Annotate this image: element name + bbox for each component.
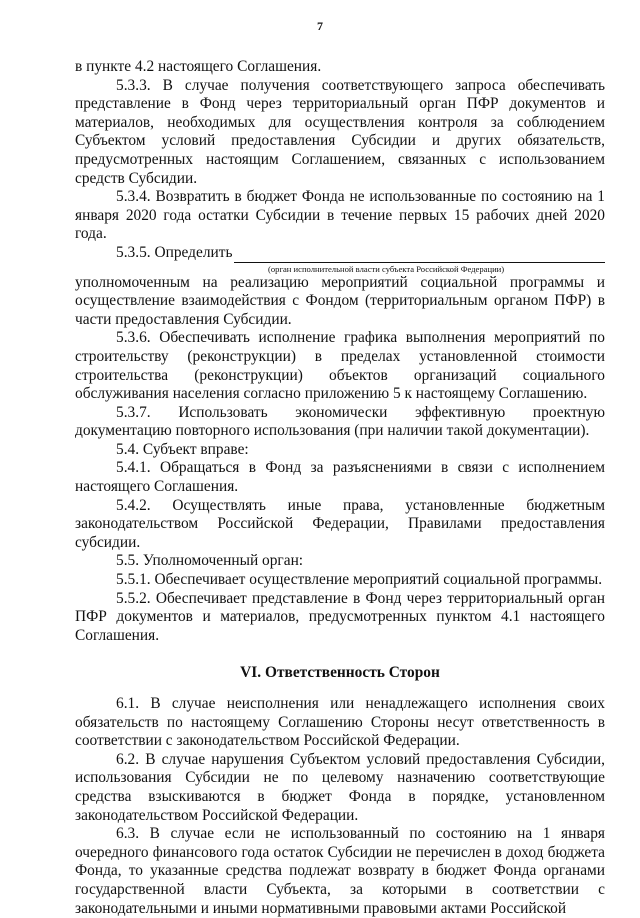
paragraph: 5.5. Уполномоченный орган: [116,552,304,570]
paragraph: 5.4.2. Осуществлять иные права, установленные бюджетным законодательством Российской Федерации, Правилами предоставления субсидии. [75,496,605,551]
paragraph: 5.3.4. Возвратить в бюджет Фонда не использованные по состоянию на 1 января 2020 года остатки Субсидии в течение первых 15 рабочих дней 2020 года. [75,188,605,243]
paragraph: 5.3.3. В случае получения соответствующего запроса обеспечивать представление в Фонд через территориальный орган ПФР документов и материалов, необходимых для осуществления контроля за соблюдением Субъектом условий предоставления Субсидии и других обязательств, предусмотренных настоящим Соглашением, связанных с использованием средств Субсидии. [75,76,605,187]
field-label: 5.3.5. Определить [116,243,233,261]
paragraph: 6.3. В случае если не использованный по состоянию на 1 января очередного финансового года остаток Субсидии не перечислен в доход бюджета Фонда, то указанные средства подлежат возврату в бюджет Фонда органами государственной власти Субъекта, за которыми в соответствии с законодательными и иными нормативными правовыми актами Российской [75,825,605,917]
blank-line [234,248,605,263]
paragraph: 5.3.6. Обеспечивать исполнение графика выполнения мероприятий по строительству (реконструкции) в пределах установленной стоимости строительства (реконструкции) объектов организаций социального обслуживания населения согласно приложению 5 к настоящему Соглашению. [75,329,605,403]
designation-field [75,244,605,263]
paragraph: 5.4. Субъект вправе: [116,440,249,458]
paragraphs-middle [75,274,605,646]
paragraphs-bottom [75,695,605,918]
paragraph: 5.5.1. Обеспечивает осуществление мероприятий социальной программы. [116,571,603,589]
page-number: 7 [317,19,323,33]
document-body [75,58,605,918]
paragraph: в пункте 4.2 настоящего Соглашения. [75,58,322,75]
field-caption: (орган исполнительной власти субъекта Российской Федерации) [268,263,505,274]
paragraphs-top [75,58,605,244]
paragraph: 5.5.2. Обеспечивает представление в Фонд через территориальный орган ПФР документов и материалов, предусмотренных пунктом 4.1 настоящего Соглашения. [75,589,605,644]
paragraph: 5.4.1. Обращаться в Фонд за разъяснениями в связи с исполнением настоящего Соглашения. [75,459,605,496]
paragraph: 5.3.7. Использовать экономически эффективную проектную документацию повторного использования (при наличии такой документации). [75,403,605,440]
paragraph: 6.1. В случае неисполнения или ненадлежащего исполнения своих обязательств по настоящему Соглашению Стороны несут ответственность в соответствии с законодательством Российской Федерации. [75,695,605,750]
paragraph: 6.2. В случае нарушения Субъектом условий предоставления Субсидии, использования Субсидии не по целевому назначению соответствующие средства взыскиваются в бюджет Фонда в порядке, установленном законодательством Российской Федерации. [75,750,605,824]
section-heading: VI. Ответственность Сторон [240,664,440,682]
paragraph: уполномоченным на реализацию мероприятий социальной программы и осуществление взаимодействия с Фондом (территориальным органом ПФР) в части предоставления Субсидии. [75,273,605,328]
